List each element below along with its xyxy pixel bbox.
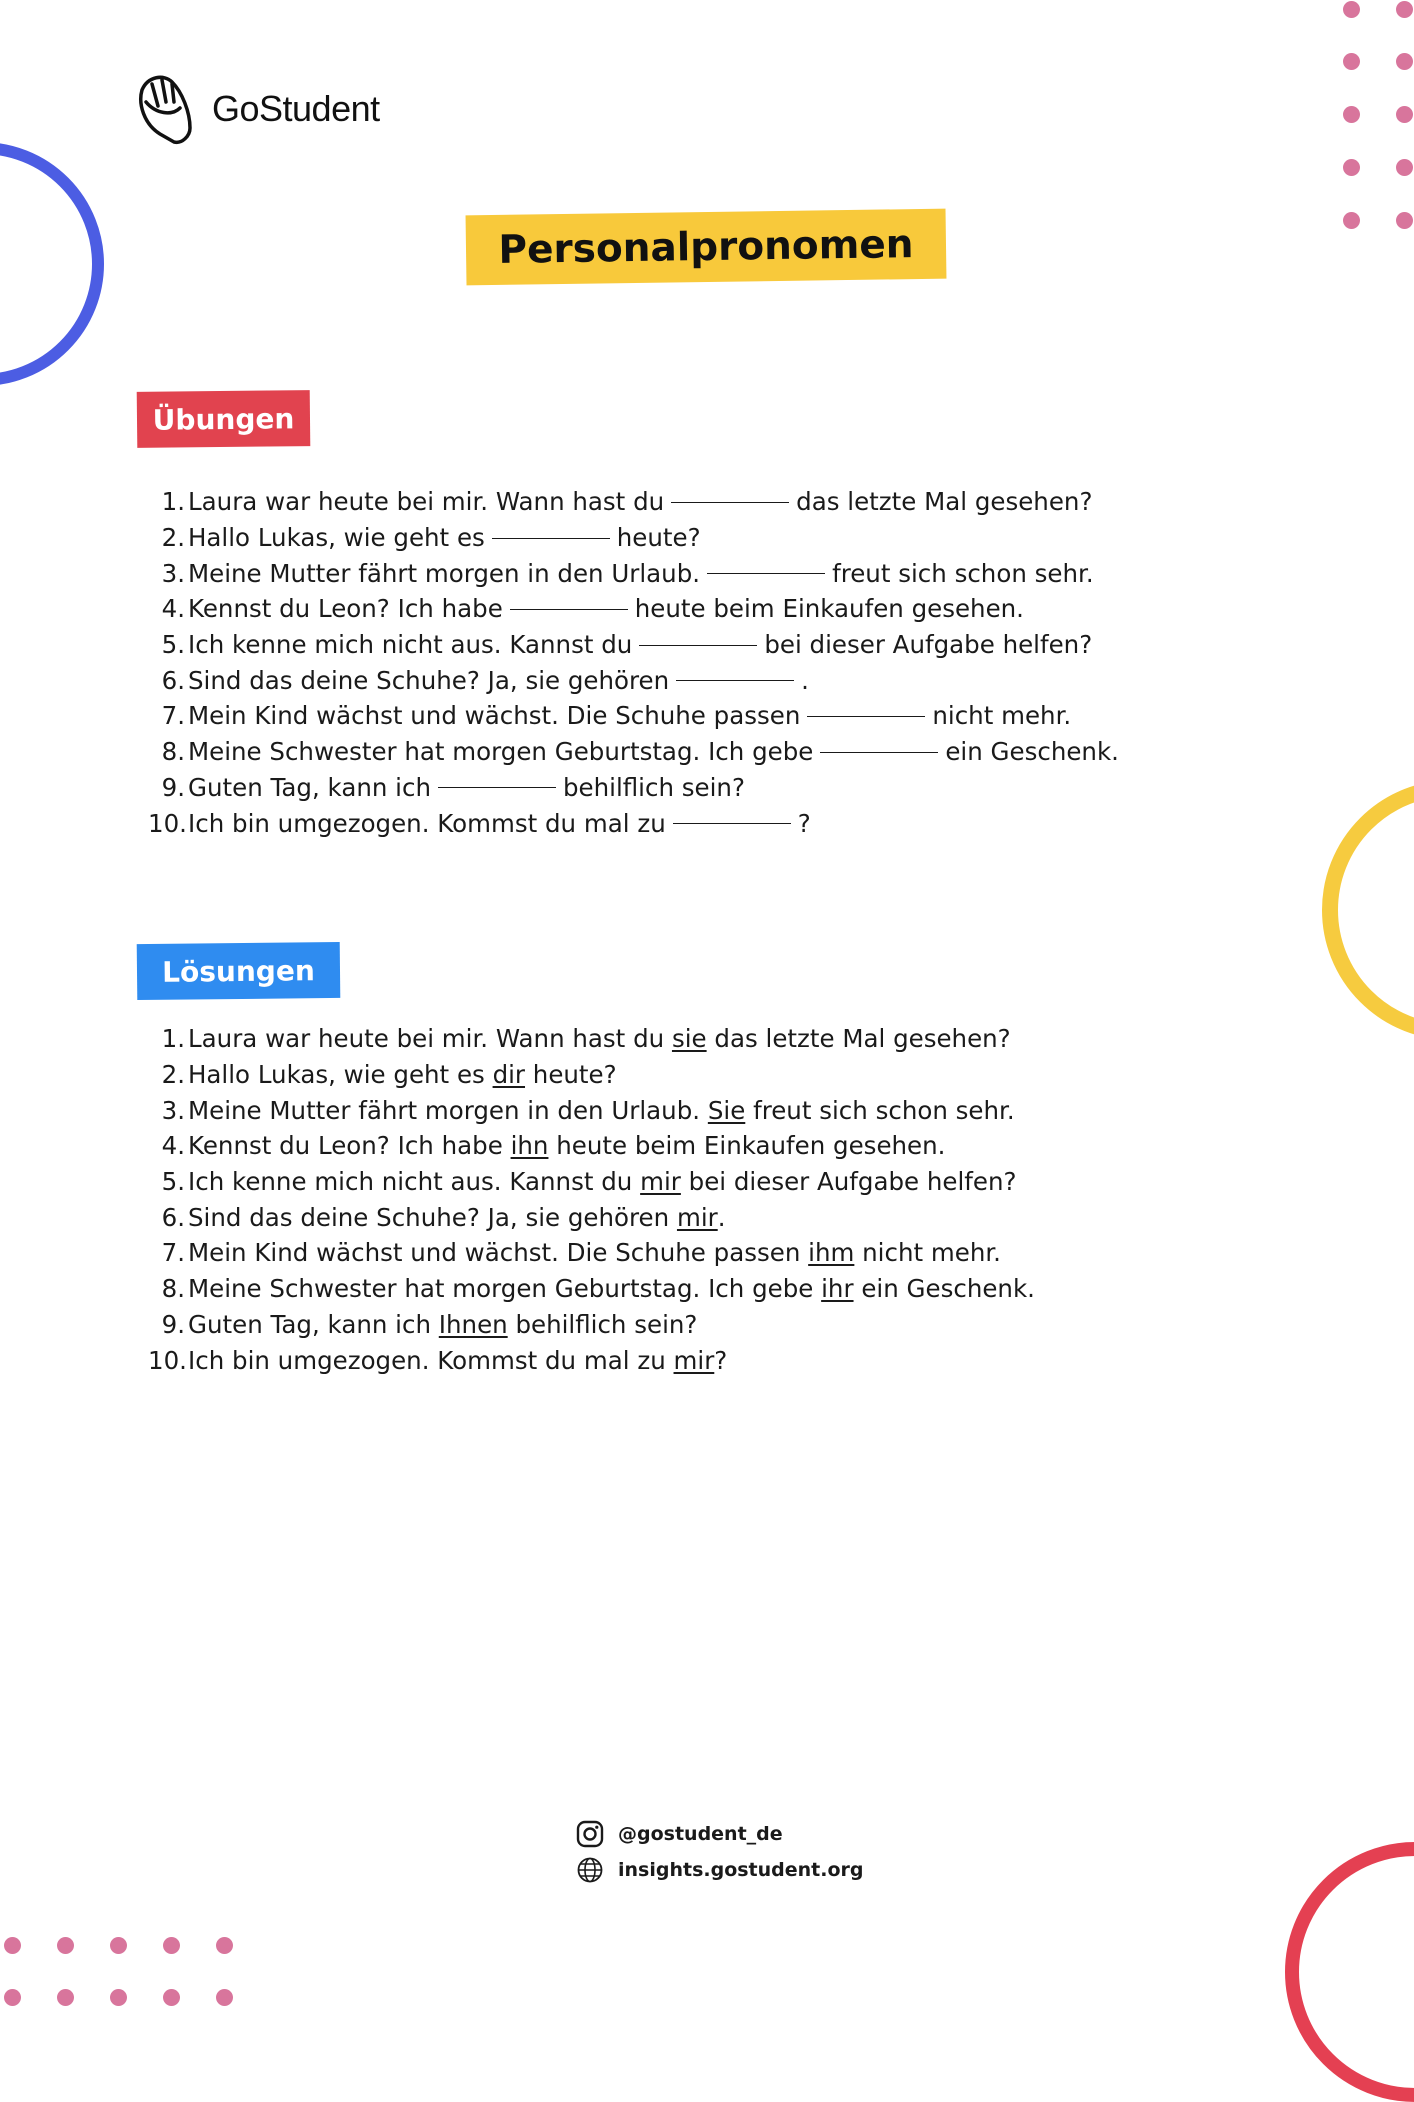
solution-item [148,1271,1035,1307]
sentence-start: Mein Kind wächst und wächst. Die Schuhe passen [188,1238,809,1268]
answer-blank [673,822,791,824]
exercise-item [148,484,1119,520]
item-number: 3. [161,1095,185,1125]
decorative-dot [1396,212,1413,229]
decorative-dot [1343,106,1360,123]
sentence-end: nicht mehr. [932,701,1072,731]
sentence-start: Mein Kind wächst und wächst. Die Schuhe passen [188,701,801,731]
answer-blank [676,679,794,681]
exercise-item [148,734,1119,770]
exercise-item [148,805,1119,841]
decorative-dot [163,1989,180,2006]
answer-pronoun: mir [673,1345,715,1375]
sentence-end: nicht mehr. [854,1238,1001,1268]
globe-icon [576,1856,604,1884]
page-title: Personalpronomen [498,221,914,273]
sentence-start: Kennst du Leon? Ich habe [188,1131,511,1161]
sentence-start: Meine Schwester hat morgen Geburtstag. Ich gebe [188,1274,822,1304]
decorative-dot [4,1937,21,1954]
sentence-start: Ich kenne mich nicht aus. Kannst du [188,1167,641,1197]
answer-blank [671,501,789,503]
decorative-dot [216,1989,233,2006]
item-number: 5. [161,1167,185,1197]
sentence-start: Laura war heute bei mir. Wann hast du [188,487,665,517]
item-number: 8. [161,1274,185,1304]
answer-blank [639,644,757,646]
item-number: 3. [161,558,185,588]
instagram-handle[interactable]: @gostudent_de [618,1823,783,1845]
item-number: 4. [161,594,185,624]
sentence-end: heute beim Einkaufen gesehen. [548,1131,946,1161]
decorative-dot [1343,159,1360,176]
brand-name: GoStudent [212,88,380,129]
exercise-item [148,591,1119,627]
sentence-end: bei dieser Aufgabe helfen? [764,630,1093,660]
sentence-end: heute? [616,523,701,553]
answer-blank [438,786,556,788]
item-number: 9. [161,772,185,802]
item-number: 7. [161,1238,185,1268]
solution-item [148,1128,1035,1164]
exercise-item [148,520,1119,556]
sentence-start: Ich bin umgezogen. Kommst du mal zu [188,1345,674,1375]
answer-pronoun: ihr [821,1274,854,1304]
sentence-start: Ich kenne mich nicht aus. Kannst du [188,630,633,660]
sentence-start: Sind das deine Schuhe? Ja, sie gehören [188,665,670,695]
answer-blank [707,572,825,574]
sentence-end: ? [714,1345,728,1375]
title-banner [466,209,947,286]
sentence-end: behilflich sein? [562,772,745,802]
instagram-icon [576,1820,604,1848]
answer-pronoun: ihm [808,1238,855,1268]
answer-blank [492,537,610,539]
answer-pronoun: Sie [707,1095,746,1125]
exercises-label: Übungen [137,390,311,448]
exercise-item [148,698,1119,734]
sentence-end: freut sich schon sehr. [745,1095,1015,1125]
solution-item [148,1164,1035,1200]
solution-item [148,1057,1035,1093]
sentence-end: heute beim Einkaufen gesehen. [634,594,1024,624]
sentence-end: . [801,665,809,695]
item-number: 4. [161,1131,185,1161]
footer [576,1816,864,1888]
answer-pronoun: sie [671,1024,707,1054]
sentence-start: Laura war heute bei mir. Wann hast du [188,1024,672,1054]
sentence-end: das letzte Mal gesehen? [796,487,1093,517]
solution-item [148,1021,1035,1057]
sentence-end: bei dieser Aufgabe helfen? [680,1167,1017,1197]
sentence-start: Meine Schwester hat morgen Geburtstag. Ich gebe [188,737,814,767]
decorative-dot [1396,53,1413,70]
answer-pronoun: dir [492,1060,526,1090]
sentence-end: das letzte Mal gesehen? [706,1024,1011,1054]
answer-pronoun: Ihnen [438,1309,508,1339]
decorative-dot [216,1937,233,1954]
item-number: 6. [161,665,185,695]
decorative-dot [4,1989,21,2006]
exercise-list [148,484,1119,841]
solution-item [148,1342,1035,1378]
sentence-end: ein Geschenk. [945,737,1119,767]
answer-pronoun: mir [640,1167,681,1197]
exercise-item [148,627,1119,663]
decorative-dot [1343,1,1360,18]
exercise-item [148,770,1119,806]
sentence-start: Kennst du Leon? Ich habe [188,594,503,624]
item-number: 1. [161,1024,185,1054]
answer-blank [807,715,925,717]
item-number: 5. [161,630,185,660]
item-number: 6. [161,1202,185,1232]
decorative-ring-red [1285,1842,1414,2102]
decorative-dot [1396,159,1413,176]
sentence-start: Meine Mutter fährt morgen in den Urlaub. [188,1095,708,1125]
solution-item [148,1199,1035,1235]
item-number: 1. [161,487,185,517]
footer-website [576,1852,864,1888]
sentence-end: heute? [525,1060,617,1090]
decorative-dot [57,1937,74,1954]
sentence-end: freut sich schon sehr. [832,558,1094,588]
solution-list [148,1021,1035,1378]
sentence-end: . [717,1202,726,1232]
sentence-start: Guten Tag, kann ich [188,1309,439,1339]
decorative-dot [110,1989,127,2006]
item-number: 10. [148,808,187,838]
sentence-start: Guten Tag, kann ich [188,772,431,802]
gostudent-logo-icon [134,72,196,146]
exercise-item [148,555,1119,591]
sentence-start: Sind das deine Schuhe? Ja, sie gehören [188,1202,677,1232]
decorative-ring-yellow [1322,780,1414,1040]
answer-pronoun: mir [676,1202,718,1232]
solutions-label: Lösungen [137,942,341,1000]
sentence-end: behilflich sein? [507,1309,698,1339]
decorative-dot [57,1989,74,2006]
item-number: 8. [161,737,185,767]
decorative-dot [163,1937,180,1954]
answer-blank [510,608,628,610]
footer-instagram [576,1816,864,1852]
exercise-item [148,662,1119,698]
sentence-end: ein Geschenk. [853,1274,1035,1304]
solution-item [148,1235,1035,1271]
answer-blank [820,751,938,753]
item-number: 2. [161,1060,185,1090]
brand-logo [134,72,380,146]
decorative-dot [1396,1,1413,18]
decorative-dot [1343,53,1360,70]
item-number: 9. [161,1309,185,1339]
sentence-start: Hallo Lukas, wie geht es [188,1060,493,1090]
item-number: 7. [161,701,185,731]
sentence-start: Hallo Lukas, wie geht es [188,523,485,553]
decorative-dot [1343,212,1360,229]
item-number: 10. [148,1345,187,1375]
answer-pronoun: ihn [510,1131,549,1161]
sentence-start: Ich bin umgezogen. Kommst du mal zu [188,808,666,838]
decorative-dot [1396,106,1413,123]
dot-grid-bottom-left [0,1920,260,2000]
solution-item [148,1307,1035,1343]
website-link[interactable]: insights.gostudent.org [618,1859,864,1881]
decorative-dot [110,1937,127,1954]
item-number: 2. [161,523,185,553]
sentence-start: Meine Mutter fährt morgen in den Urlaub. [188,558,701,588]
solution-item [148,1092,1035,1128]
sentence-end: ? [797,808,811,838]
